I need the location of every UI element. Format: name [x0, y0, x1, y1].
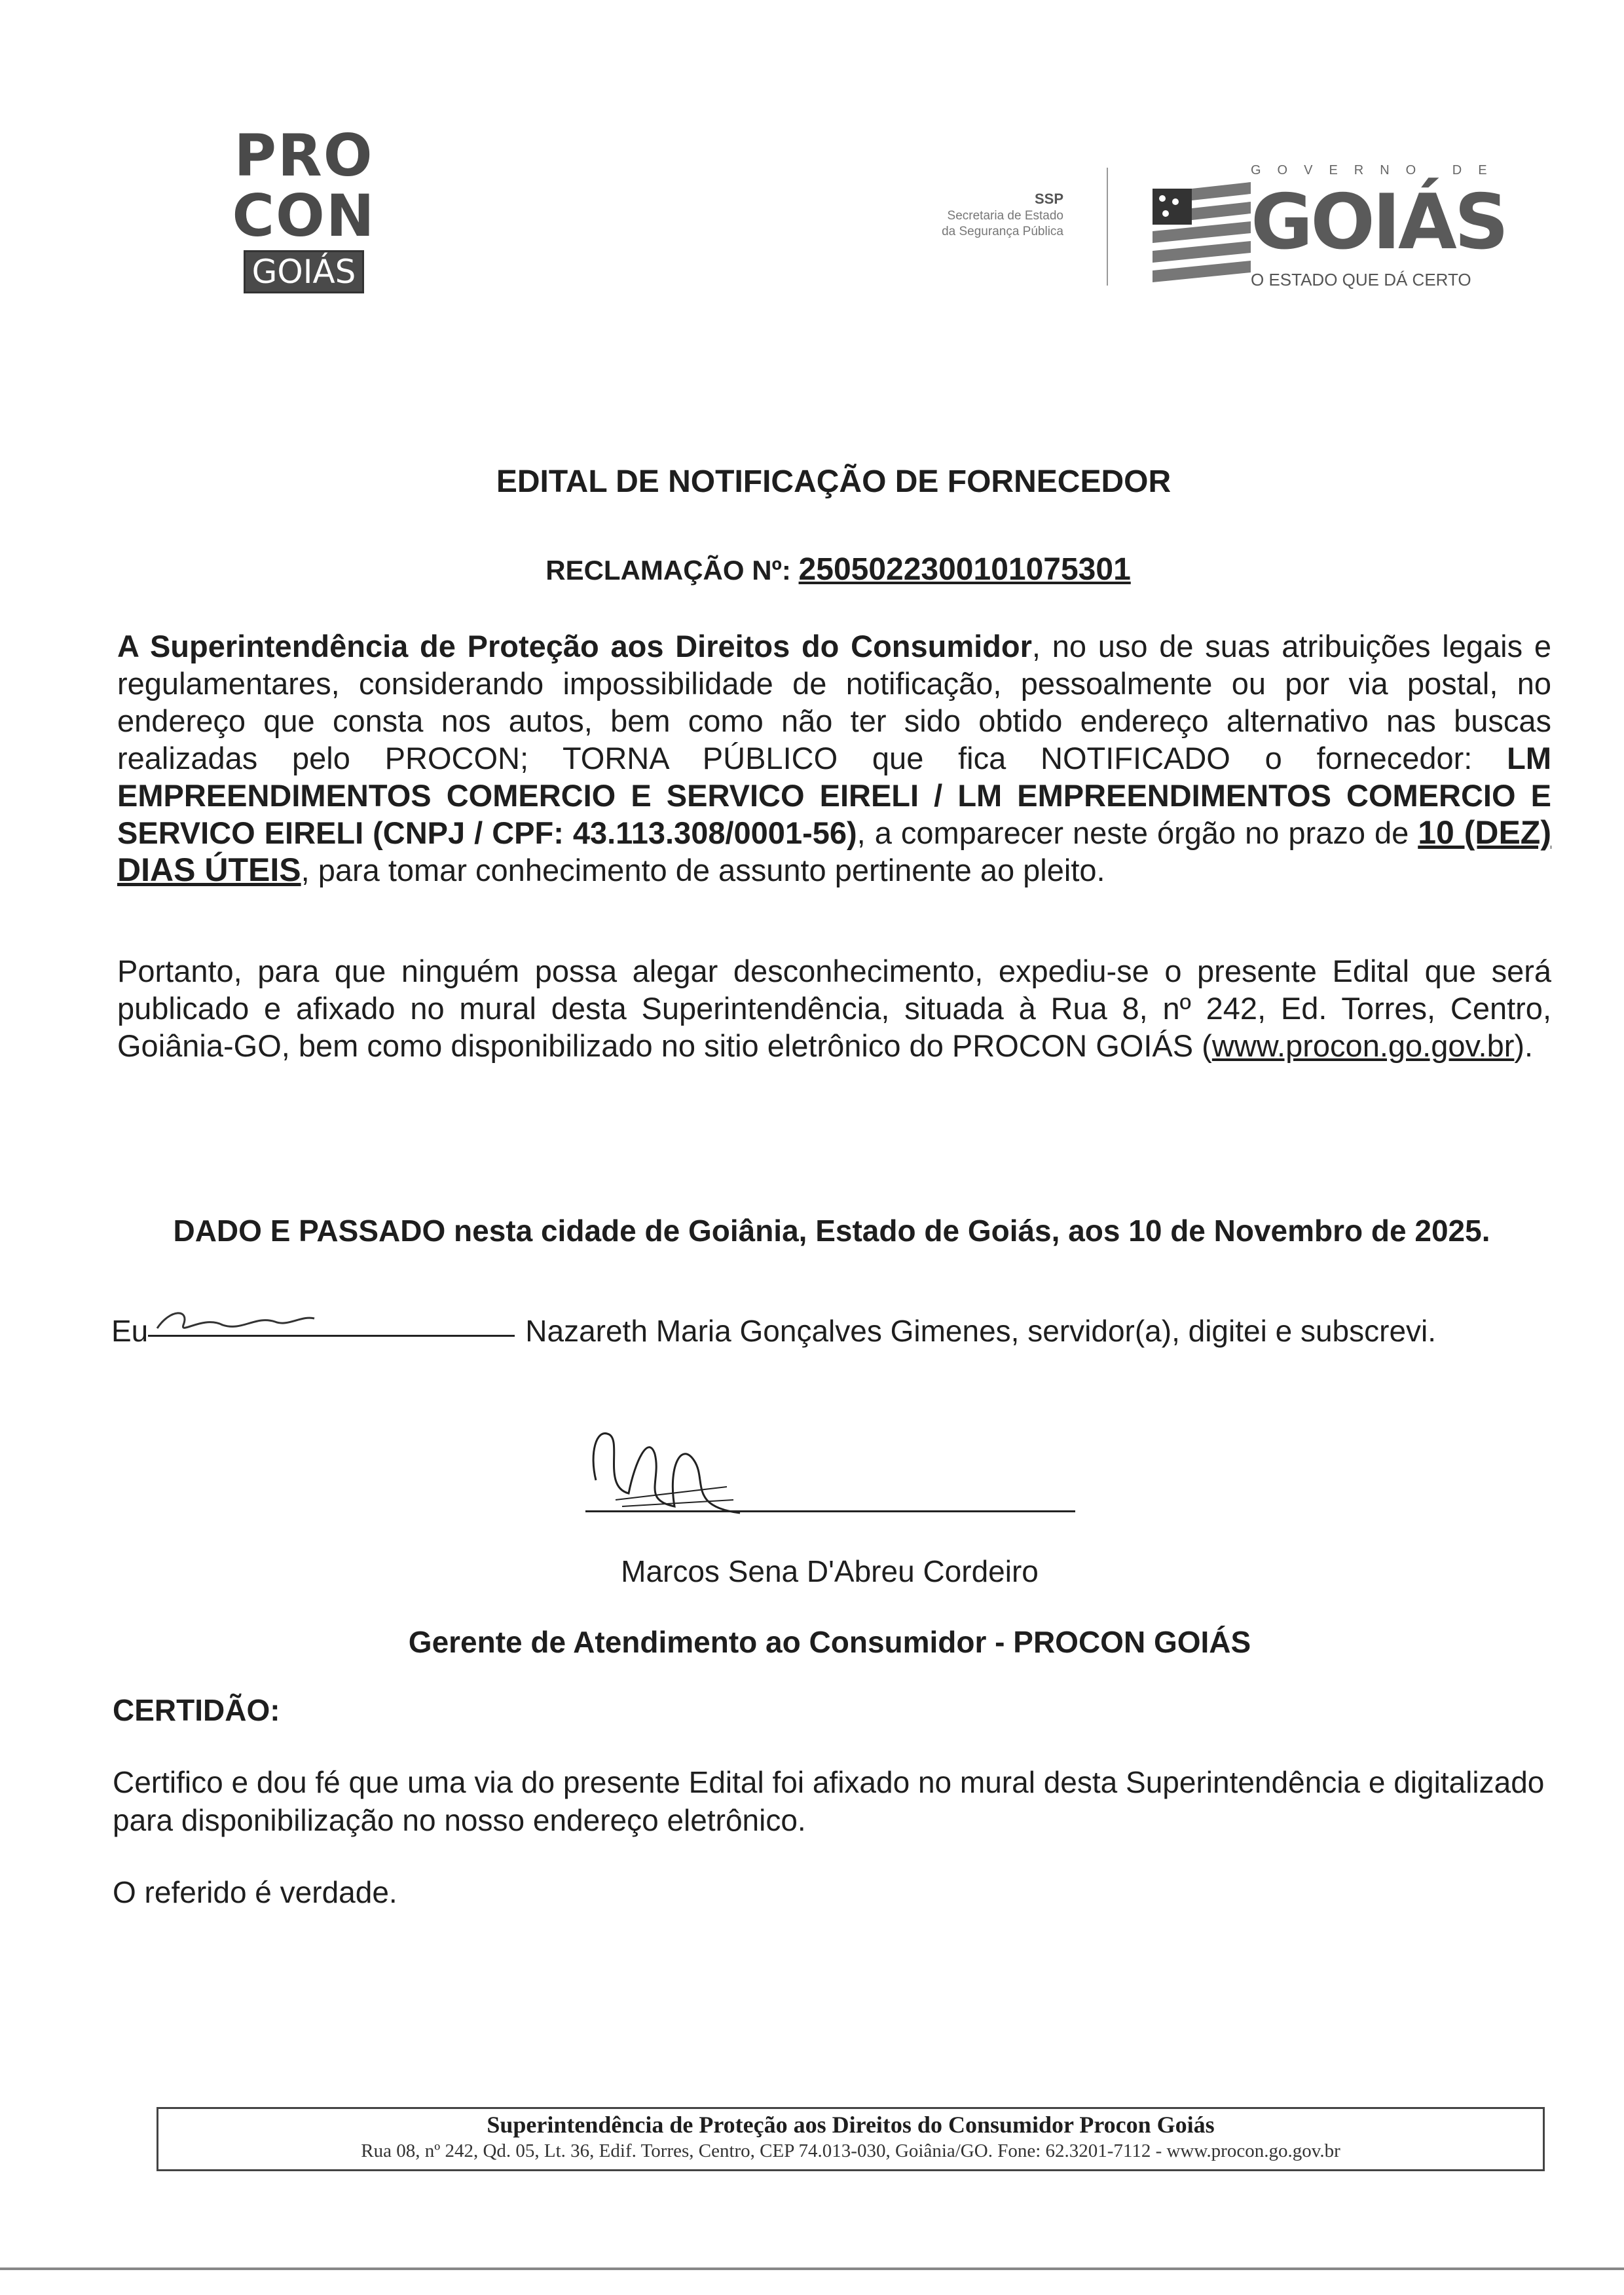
p1-text-2: , a comparecer neste órgão no prazo de: [857, 815, 1418, 850]
logo-line-con: CON: [232, 182, 376, 250]
reclamacao-number: 2505022300101075301: [798, 552, 1131, 587]
document-title: EDITAL DE NOTIFICAÇÃO DE FORNECEDOR: [496, 464, 1172, 499]
p2-text-end: ).: [1514, 1028, 1534, 1063]
typist-line: [111, 1309, 1436, 1349]
ssp-line2: da Segurança Pública: [942, 225, 1063, 238]
notification-paragraph: [117, 627, 1551, 889]
dado-bold: DADO E PASSADO: [173, 1214, 446, 1248]
procon-website-link[interactable]: www.procon.go.gov.br: [1211, 1028, 1515, 1063]
scan-edge-line: [0, 2267, 1624, 2270]
footer-box: [157, 2107, 1545, 2171]
typist-signature-scribble: [151, 1302, 360, 1341]
p1-text-3: , para tomar conhecimento de assunto pertinente ao pleito.: [301, 853, 1105, 887]
footer-address: Rua 08, nº 242, Qd. 05, Lt. 36, Edif. Torres, Centro, CEP 74.013-030, Goiânia/GO. Fone: 62.3201-7112 - www.procon.go.gov.br: [361, 2140, 1340, 2161]
governo-goias-logo: [1153, 162, 1519, 293]
header-divider: [1107, 168, 1108, 286]
signer-name: Marcos Sena D'Abreu Cordeiro: [621, 1554, 1039, 1588]
typist-signature: [148, 1309, 515, 1337]
logo-line-pro: PRO: [234, 122, 374, 189]
reclamacao-line: [0, 551, 1624, 588]
certidao-title: CERTIDÃO:: [113, 1693, 280, 1727]
goias-tagline: O ESTADO QUE DÁ CERTO: [1251, 270, 1471, 289]
issuer-name: A Superintendência de Proteção aos Direitos do Consumidor: [117, 629, 1032, 663]
signature-line: [585, 1510, 1075, 1512]
ssp-acronym: SSP: [1034, 191, 1063, 207]
flag-icon: [1153, 182, 1251, 293]
manager-signature: [576, 1402, 773, 1520]
logo-line-goias: GOIÁS: [244, 250, 365, 293]
goias-wordmark: GOIÁS: [1251, 178, 1507, 267]
ssp-line1: Secretaria de Estado: [947, 209, 1063, 223]
p2-text: Portanto, para que ninguém possa alegar desconhecimento, expediu-se o presente Edital que será publicado e afixado no mural desta Superintendência, situada à Rua 8, nº 242, Ed. Torres, Centro, Goiânia-GO, bem como disponibilizado no sitio eletrônico do PROCON GOIÁS (: [117, 954, 1551, 1063]
certidao-text: Certifico e dou fé que uma via do presente Edital foi afixado no mural desta Superintendência e digitalizado para disponibilização no nosso endereço eletrônico.: [113, 1765, 1545, 1837]
procon-goias-logo: [227, 122, 381, 293]
dado-rest: nesta cidade de Goiânia, Estado de Goiás, aos 10 de Novembro de 2025.: [445, 1214, 1490, 1248]
supplier-name: LM EMPREENDIMENTOS COMERCIO E SERVICO EIRELI / LM EMPREENDIMENTOS COMERCIO E SERVICO EIRELI (CNPJ / CPF: 43.113.308/0001-56): [117, 741, 1551, 850]
signer-role: Gerente de Atendimento ao Consumidor - PROCON GOIÁS: [408, 1625, 1251, 1659]
eu-label: Eu: [111, 1314, 149, 1348]
reclamacao-label: RECLAMAÇÃO Nº:: [545, 555, 799, 586]
p1-text: , no uso de suas atribuições legais e regulamentares, considerando impossibilidade de notificação, pessoalmente ou por via postal, no endereço que consta nos autos, bem como não ter sido obtido endereço alternativo nas buscas realizadas pelo PROCON; TORNA PÚBLICO que fica NOTIFICADO o fornecedor:: [117, 629, 1551, 775]
ssp-logo: [871, 191, 1063, 240]
footer-org-name: Superintendência de Proteção aos Direitos do Consumidor Procon Goiás: [487, 2112, 1215, 2138]
dado-e-passado: [0, 1213, 1624, 1248]
verdade-text: O referido é verdade.: [113, 1875, 397, 1909]
deadline: 10 (DEZ) DIAS ÚTEIS: [117, 814, 1551, 888]
typist-name: Nazareth Maria Gonçalves Gimenes, servidor(a), digitei e subscrevi.: [525, 1314, 1437, 1348]
governo-de-text: GOVERNO DE: [1251, 163, 1504, 177]
publication-paragraph: [117, 952, 1551, 1064]
